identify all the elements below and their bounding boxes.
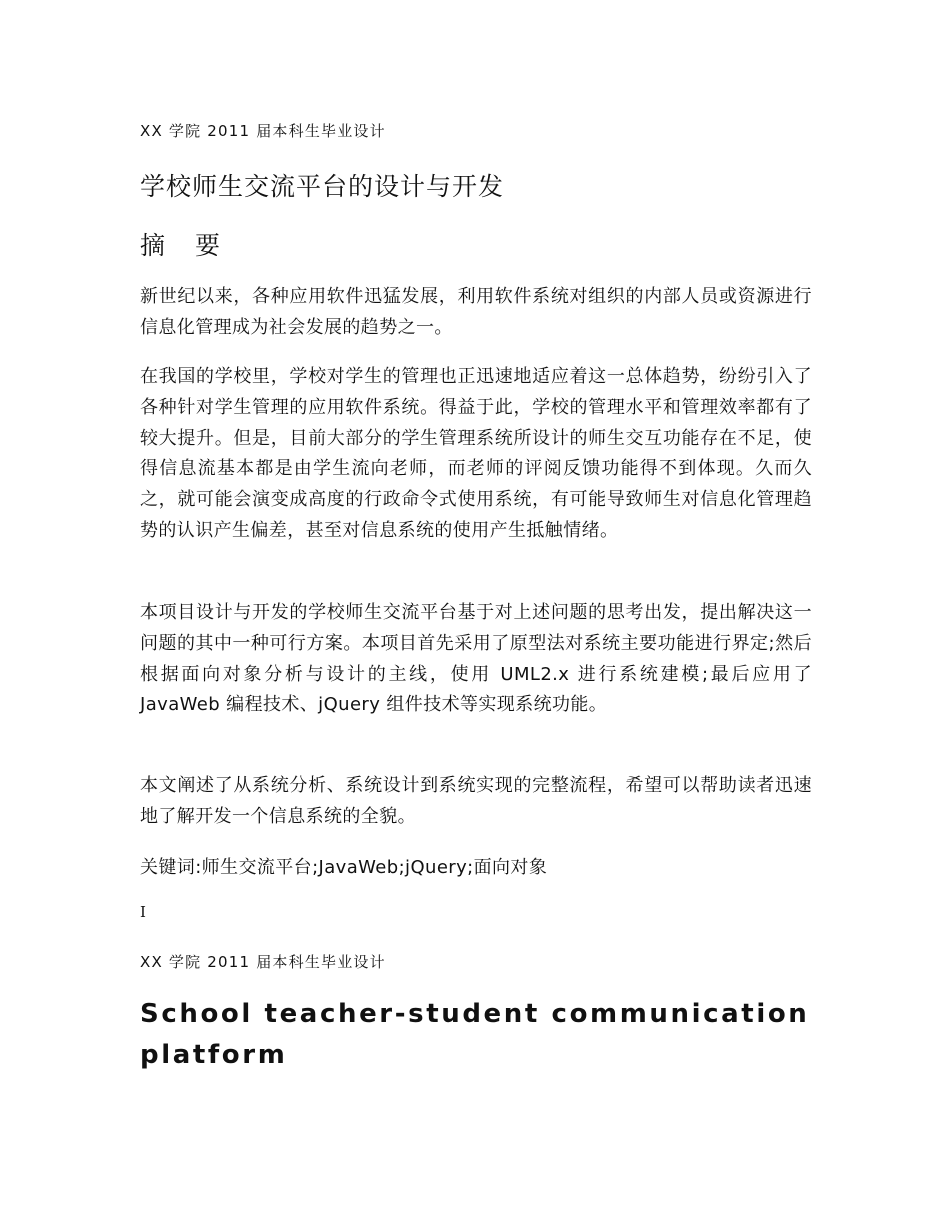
- abstract-heading: 摘 要: [140, 231, 231, 260]
- abstract-paragraph-4: 本文阐述了从系统分析、系统设计到系统实现的完整流程，希望可以帮助读者迅速地了解开发一个信息系统的全貌。: [140, 775, 812, 827]
- abstract-paragraph-1: 新世纪以来，各种应用软件迅猛发展，利用软件系统对组织的内部人员或资源进行信息化管理成为社会发展的趋势之一。: [140, 286, 812, 338]
- chinese-title: 学校师生交流平台的设计与开发: [140, 172, 505, 201]
- page-number: I: [140, 903, 146, 921]
- keywords-line: 关键词:师生交流平台;JavaWeb;jQuery;面向对象: [140, 857, 548, 878]
- english-title: School teacher-student communication platform: [140, 999, 810, 1070]
- running-header-2: XX 学院 2011 届本科生毕业设计: [140, 953, 386, 971]
- abstract-paragraph-3: 本项目设计与开发的学校师生交流平台基于对上述问题的思考出发，提出解决这一问题的其中一种可行方案。本项目首先采用了原型法对系统主要功能进行界定;然后根据面向对象分析与设计的主线，使用 UML2.x 进行系统建模;最后应用了 JavaWeb 编程技术、jQuery 组件技术等实现系统功能。: [140, 602, 812, 716]
- running-header: XX 学院 2011 届本科生毕业设计: [140, 122, 386, 140]
- abstract-paragraph-2: 在我国的学校里，学校对学生的管理也正迅速地适应着这一总体趋势，纷纷引入了各种针对学生管理的应用软件系统。得益于此，学校的管理水平和管理效率都有了较大提升。但是，目前大部分的学生管理系统所设计的师生交互功能存在不足，使得信息流基本都是由学生流向老师，而老师的评阅反馈功能得不到体现。久而久之，就可能会演变成高度的行政命令式使用系统，有可能导致师生对信息化管理趋势的认识产生偏差，甚至对信息系统的使用产生抵触情绪。: [140, 366, 812, 541]
